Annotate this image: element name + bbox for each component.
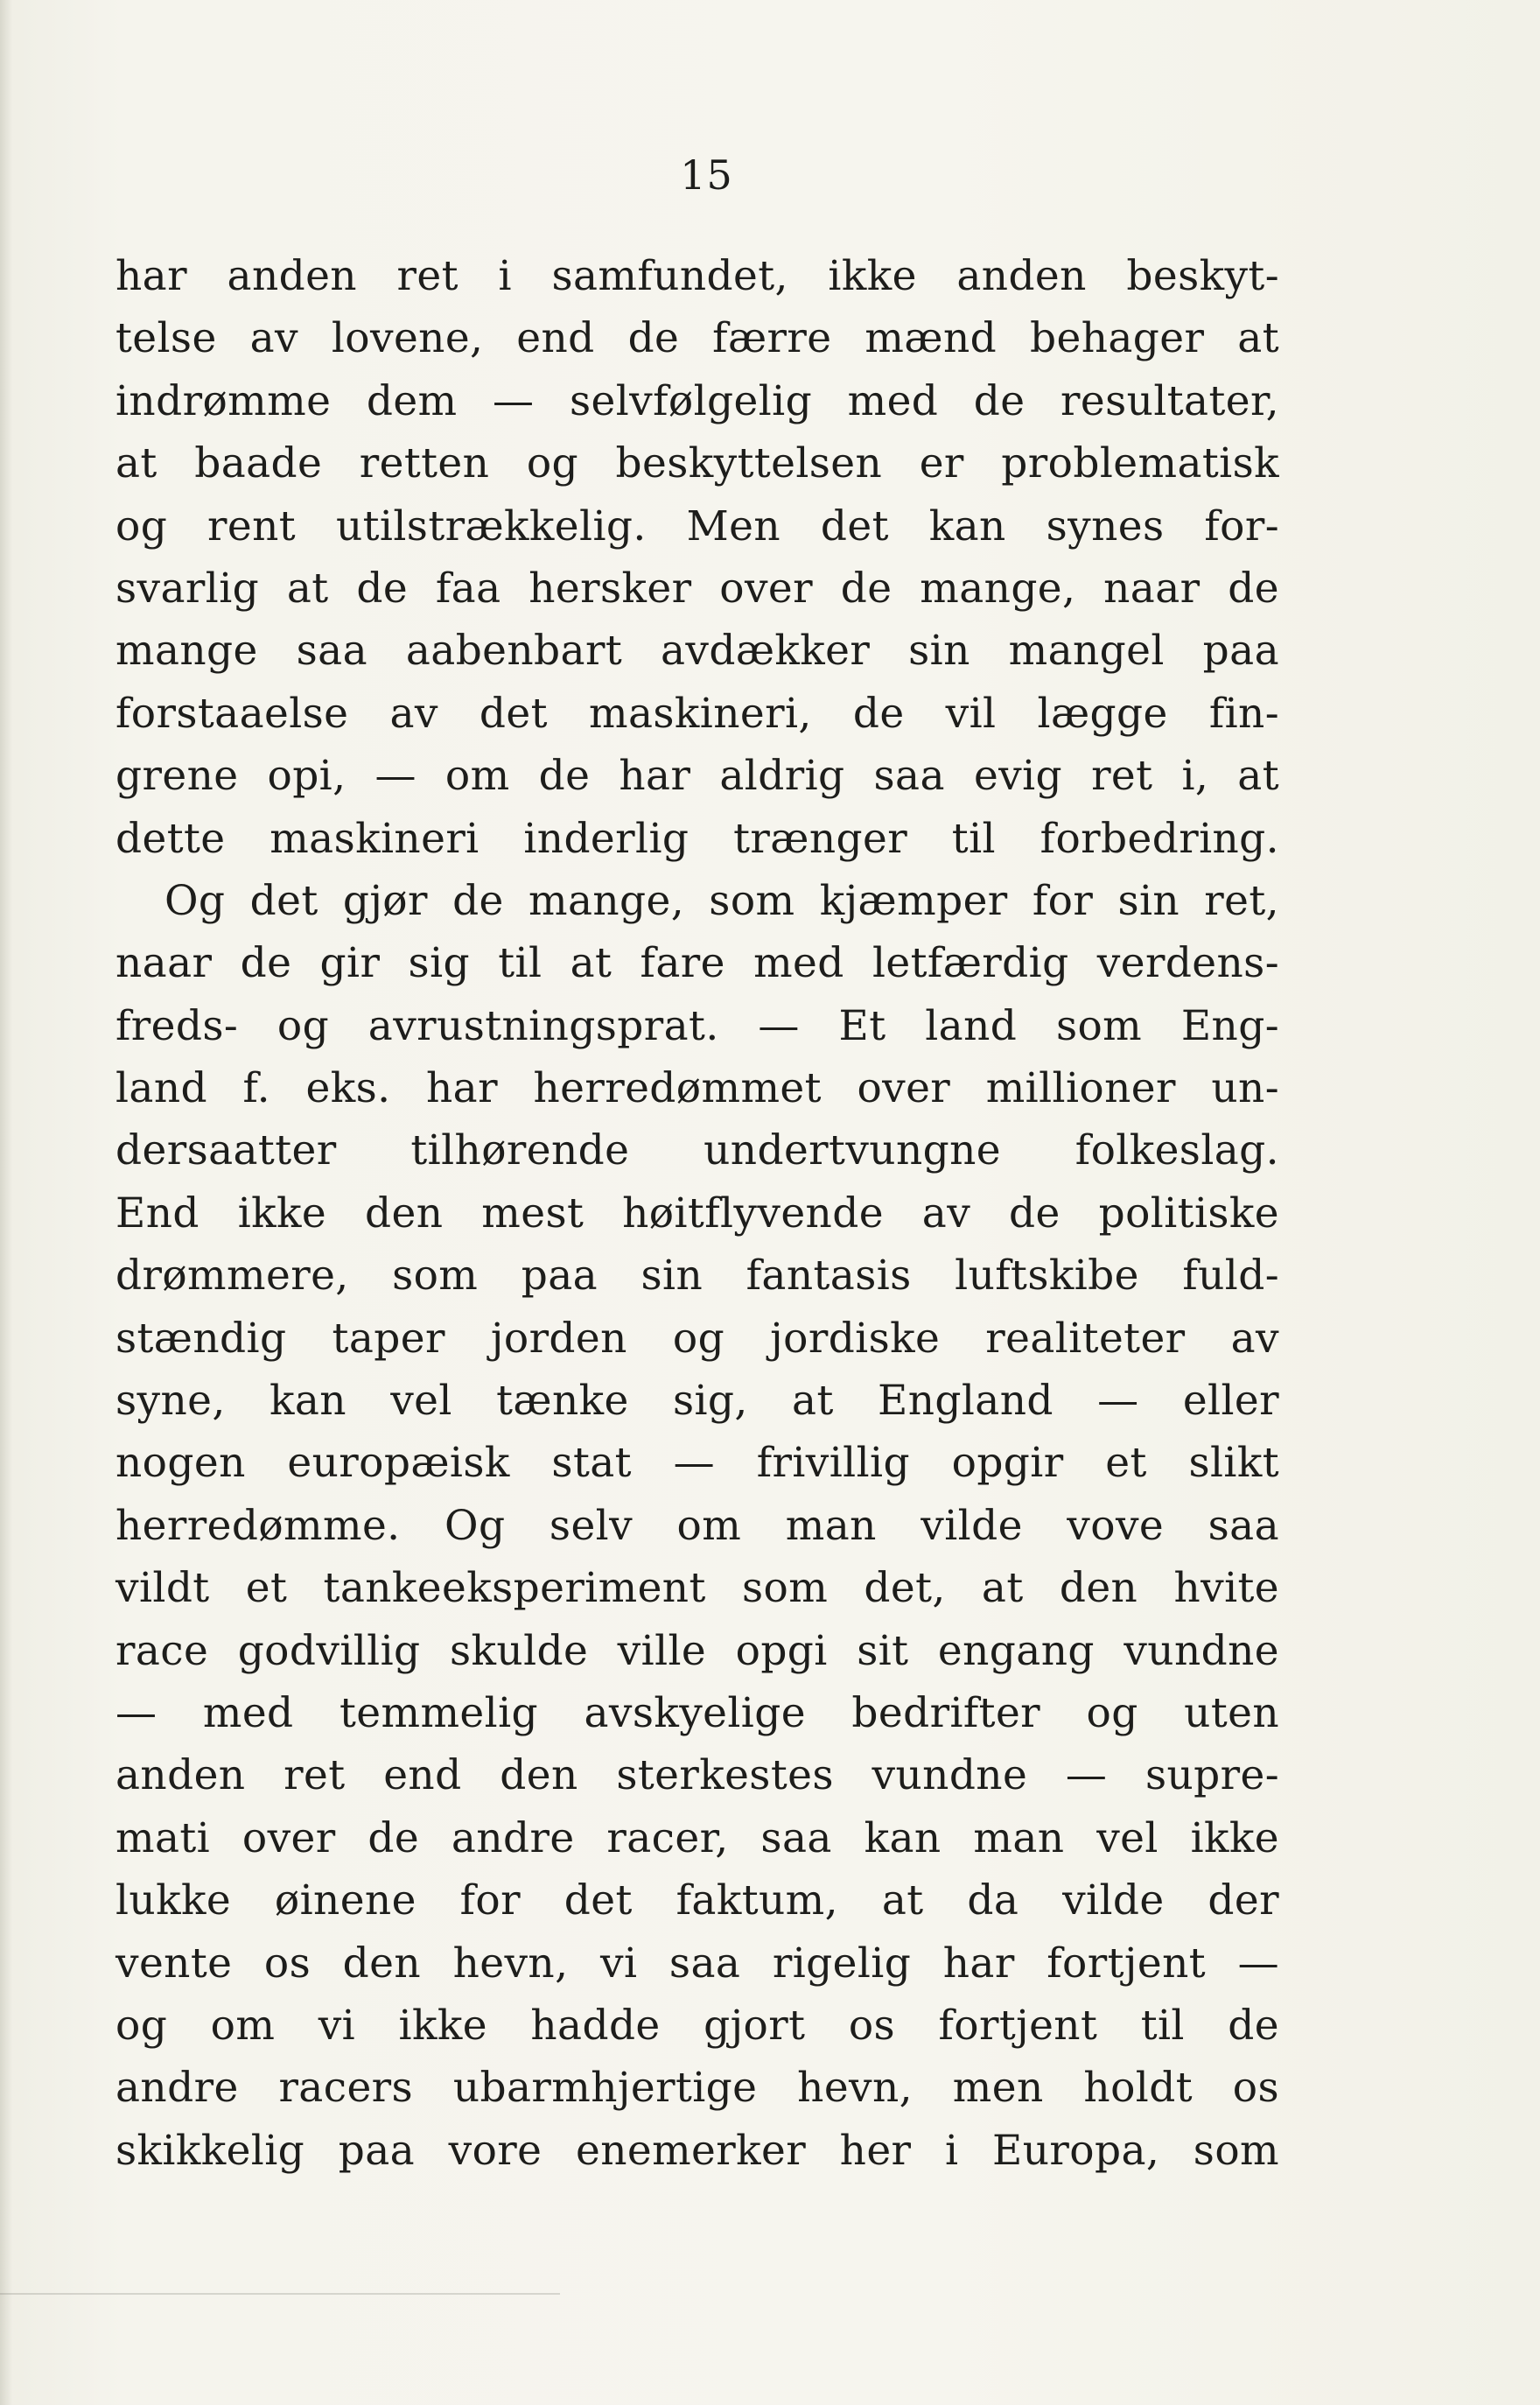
text-line: herredømme. Og selv om man vilde vove saa	[116, 1501, 1279, 1550]
text-line: lukke øinene for det faktum, at da vilde der	[116, 1876, 1279, 1925]
text-line: grene opi, — om de har aldrig saa evig ret i, at	[116, 752, 1279, 801]
text-line: — med temmelig avskyelige bedrifter og uten	[116, 1688, 1279, 1737]
text-line: race godvillig skulde ville opgi sit engang vundne	[116, 1626, 1279, 1675]
text-line: svarlig at de faa hersker over de mange, naar de	[116, 564, 1279, 613]
text-line: og rent utilstrækkelig. Men det kan synes for-	[116, 501, 1279, 550]
text-line: mati over de andre racer, saa kan man vel ikke	[116, 1813, 1279, 1862]
text-line: End ikke den mest høitflyvende av de politiske	[116, 1188, 1279, 1238]
text-line: nogen europæisk stat — frivillig opgir et slikt	[116, 1439, 1279, 1488]
page-number: 15	[680, 151, 733, 199]
text-line: naar de gir sig til at fare med letfærdig verdens-	[116, 939, 1279, 988]
text-line: og om vi ikke hadde gjort os fortjent til de	[116, 2001, 1279, 2050]
text-line: telse av lovene, end de færre mænd behager at	[116, 314, 1279, 363]
text-line: skikkelig paa vore enemerker her i Europa, som	[116, 2126, 1279, 2175]
scan-artifact-line	[0, 2293, 560, 2295]
text-line: indrømme dem — selvfølgelig med de resultater,	[116, 376, 1279, 425]
text-line: mange saa aabenbart avdækker sin mangel paa	[116, 627, 1279, 676]
text-line: stændig taper jorden og jordiske realiteter av	[116, 1314, 1279, 1363]
text-line: Og det gjør de mange, som kjæmper for sin ret,	[164, 876, 1279, 925]
text-line: dette maskineri inderlig trænger til forbedring.	[116, 814, 1279, 863]
page-edge-shadow	[0, 0, 12, 2405]
text-line: syne, kan vel tænke sig, at England — eller	[116, 1377, 1279, 1426]
text-line: land f. eks. har herredømmet over millioner un-	[116, 1064, 1279, 1113]
text-line: dersaatter tilhørende undertvungne folkeslag.	[116, 1126, 1279, 1175]
text-line: andre racers ubarmhjertige hevn, men holdt os	[116, 2064, 1279, 2113]
text-line: vildt et tankeeksperiment som det, at den hvite	[116, 1564, 1279, 1613]
text-line: drømmere, som paa sin fantasis luftskibe fuld-	[116, 1252, 1279, 1301]
text-line: at baade retten og beskyttelsen er problematisk	[116, 439, 1279, 488]
text-line: vente os den hevn, vi saa rigelig har fortjent —	[116, 1939, 1279, 1988]
text-line: freds- og avrustningsprat. — Et land som Eng-	[116, 1001, 1279, 1050]
text-line: har anden ret i samfundet, ikke anden beskyt-	[116, 252, 1279, 300]
text-line: forstaaelse av det maskineri, de vil lægge fin-	[116, 689, 1279, 738]
text-line: anden ret end den sterkestes vundne — supre-	[116, 1751, 1279, 1800]
body-text	[116, 245, 1279, 2182]
